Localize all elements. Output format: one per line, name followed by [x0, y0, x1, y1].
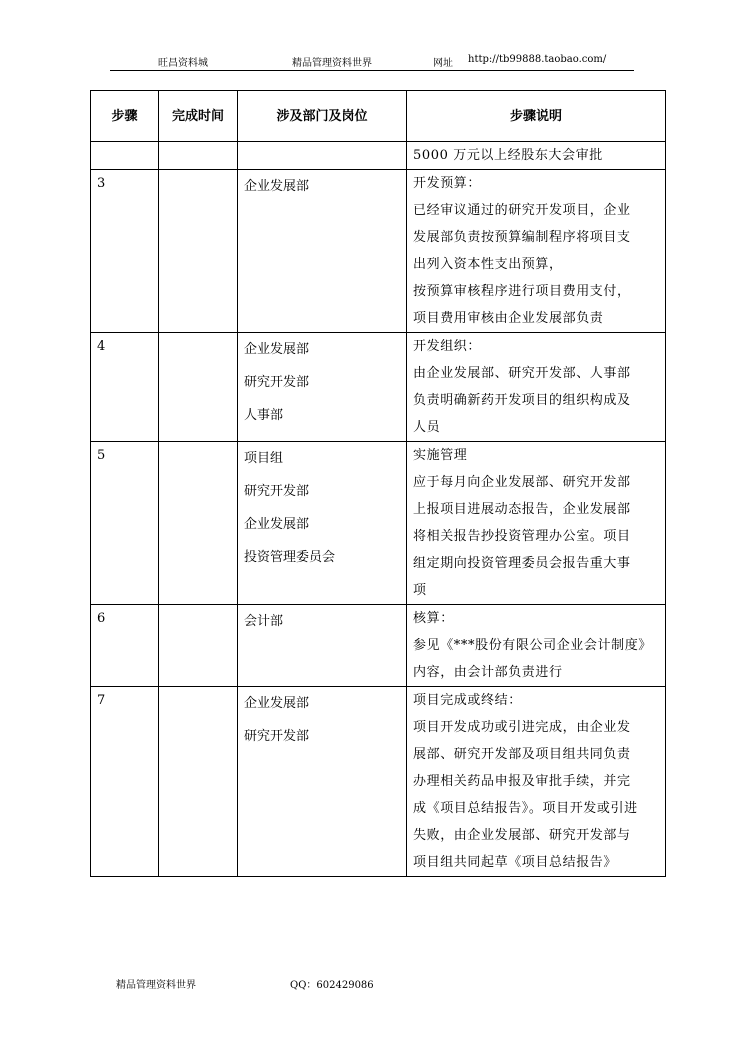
header-cell-desc: 步骤说明	[407, 91, 666, 142]
header-divider	[110, 70, 634, 71]
description-line: 成《项目总结报告》。项目开发或引进	[413, 801, 638, 816]
department-name: 企业发展部	[244, 696, 310, 711]
step-description-cell	[407, 605, 666, 687]
description-line: 发展部负责按预算编制程序将项目支	[413, 230, 631, 245]
page-header	[0, 52, 744, 72]
department-name: 企业发展部	[244, 342, 310, 357]
header-url-link[interactable]: http://tb99888.taobao.com/	[468, 54, 607, 65]
description-line: 组定期向投资管理委员会报告重大事	[413, 556, 631, 571]
department-cell	[238, 605, 407, 687]
description-line: 出列入资本性支出预算，	[413, 257, 563, 272]
step-description-cell	[407, 170, 666, 333]
step-description-cell	[407, 333, 666, 442]
description-line: 将相关报告抄投资管理办公室。项目	[413, 529, 631, 544]
step-number-cell: 3	[91, 170, 159, 333]
description-line: 办理相关药品申报及审批手续，并完	[413, 774, 631, 789]
footer-qq: QQ：602429086	[290, 980, 374, 991]
description-line: 按预算审核程序进行项目费用支付，	[413, 284, 631, 299]
description-line: 项	[413, 583, 427, 598]
table-row	[91, 442, 666, 605]
step-number-cell: 4	[91, 333, 159, 442]
description-line: 参见《***股份有限公司企业会计制度》	[413, 638, 652, 653]
department-name: 项目组	[244, 451, 284, 466]
completion-time-cell	[159, 170, 238, 333]
page-footer	[0, 976, 744, 992]
step-description-cell	[407, 142, 666, 170]
table-row	[91, 687, 666, 877]
table-row	[91, 142, 666, 170]
department-name: 企业发展部	[244, 517, 310, 532]
description-line: 项目完成或终结：	[413, 693, 522, 708]
department-name: 人事部	[244, 408, 284, 423]
department-name: 投资管理委员会	[244, 550, 336, 565]
description-line: 开发组织：	[413, 339, 482, 354]
department-name: 研究开发部	[244, 375, 310, 390]
department-cell	[238, 170, 407, 333]
description-line: 项目开发成功或引进完成，由企业发	[413, 720, 631, 735]
description-line: 开发预算：	[413, 176, 482, 191]
procedure-table	[90, 90, 666, 877]
header-shop-name: 旺昌资料城	[158, 58, 208, 69]
completion-time-cell	[159, 333, 238, 442]
description-line: 展部、研究开发部及项目组共同负责	[413, 747, 631, 762]
department-cell	[238, 442, 407, 605]
description-line: 已经审议通过的研究开发项目，企业	[413, 203, 631, 218]
department-name: 企业发展部	[244, 179, 310, 194]
description-line: 5000 万元以上经股东大会审批	[413, 148, 603, 163]
description-line: 上报项目进展动态报告，企业发展部	[413, 502, 631, 517]
table-row	[91, 170, 666, 333]
header-world-name: 精品管理资料世界	[292, 58, 372, 69]
header-cell-dept: 涉及部门及岗位	[238, 91, 407, 142]
description-line: 项目费用审核由企业发展部负责	[413, 311, 604, 326]
description-line: 项目组共同起草《项目总结报告》	[413, 855, 618, 870]
description-line: 实施管理	[413, 448, 468, 463]
department-cell	[238, 333, 407, 442]
header-url-label: 网址	[433, 58, 453, 69]
table-row	[91, 333, 666, 442]
department-name: 会计部	[244, 614, 284, 629]
step-number-cell: 7	[91, 687, 159, 877]
step-number-cell: 6	[91, 605, 159, 687]
table-header-row	[91, 91, 666, 142]
table-row	[91, 605, 666, 687]
description-line: 人员	[413, 420, 441, 435]
step-number-cell	[91, 142, 159, 170]
step-description-cell	[407, 687, 666, 877]
description-line: 内容，由会计部负责进行	[413, 665, 563, 680]
department-cell	[238, 142, 407, 170]
completion-time-cell	[159, 687, 238, 877]
footer-world-name: 精品管理资料世界	[116, 980, 196, 991]
description-line: 失败，由企业发展部、研究开发部与	[413, 828, 631, 843]
department-name: 研究开发部	[244, 729, 310, 744]
step-description-cell	[407, 442, 666, 605]
department-name: 研究开发部	[244, 484, 310, 499]
completion-time-cell	[159, 605, 238, 687]
step-number-cell: 5	[91, 442, 159, 605]
header-cell-step: 步骤	[91, 91, 159, 142]
description-line: 核算：	[413, 611, 454, 626]
description-line: 负责明确新药开发项目的组织构成及	[413, 393, 631, 408]
header-cell-time: 完成时间	[159, 91, 238, 142]
description-line: 应于每月向企业发展部、研究开发部	[413, 475, 631, 490]
completion-time-cell	[159, 442, 238, 605]
completion-time-cell	[159, 142, 238, 170]
department-cell	[238, 687, 407, 877]
description-line: 由企业发展部、研究开发部、人事部	[413, 366, 631, 381]
